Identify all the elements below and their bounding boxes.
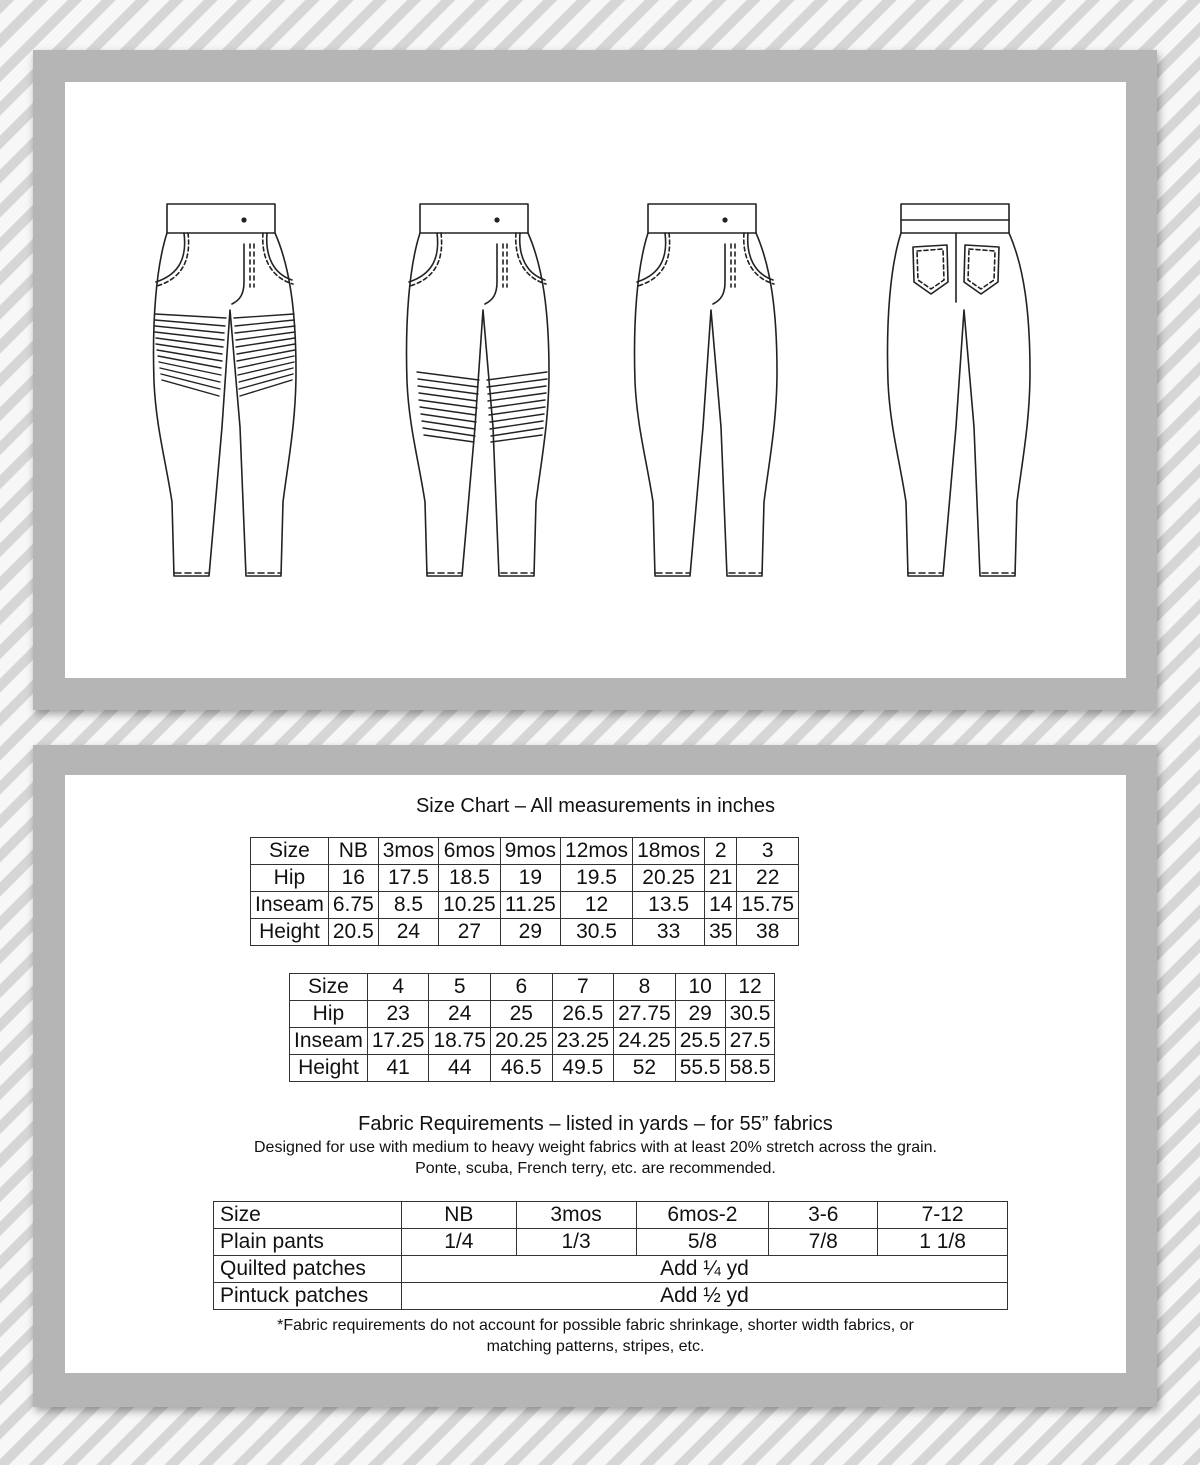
table-cell: 26.5: [552, 1001, 614, 1028]
table-cell: 8.5: [378, 892, 438, 919]
table-cell: Add ¼ yd: [401, 1256, 1007, 1283]
table-cell: Pintuck patches: [214, 1283, 402, 1310]
table-cell: Size: [290, 974, 368, 1001]
table-cell: 1/4: [401, 1229, 516, 1256]
table-cell: 12: [725, 974, 775, 1001]
size-chart-title: Size Chart – All measurements in inches: [415, 795, 776, 817]
table-cell: 15.75: [737, 892, 799, 919]
pants-front-knee-pintucks: [407, 204, 549, 576]
table-cell: 3mos: [516, 1202, 636, 1229]
size-chart-frame: [33, 745, 1157, 1407]
table-cell: Inseam: [251, 892, 329, 919]
table-cell: 58.5: [725, 1055, 775, 1082]
size-table-kids: [289, 973, 775, 1082]
table-cell: 24: [378, 919, 438, 946]
table-cell: 18mos: [633, 838, 705, 865]
size-chart-card: [65, 775, 1126, 1373]
table-cell: 27: [439, 919, 501, 946]
table-cell: 23: [367, 1001, 429, 1028]
fabric-plain-row: [214, 1229, 1008, 1256]
illustration-frame: [33, 50, 1157, 710]
table-cell: Height: [251, 919, 329, 946]
table-cell: 35: [705, 919, 737, 946]
table-cell: 24: [429, 1001, 491, 1028]
table-cell: 10.25: [439, 892, 501, 919]
fabric-note-1: *Fabric requirements do not account for possible fabric shrinkage, shorter width fabrics, or: [277, 1317, 914, 1334]
table-cell: Height: [290, 1055, 368, 1082]
table-row: [251, 838, 799, 865]
table-cell: 5/8: [636, 1229, 769, 1256]
table-row: [290, 1028, 775, 1055]
table-cell: 27.75: [614, 1001, 676, 1028]
table-cell: 12: [561, 892, 633, 919]
table-cell: Hip: [290, 1001, 368, 1028]
table-cell: 4: [367, 974, 429, 1001]
table-cell: 29: [500, 919, 560, 946]
table-cell: 18.75: [429, 1028, 491, 1055]
table-cell: 24.25: [614, 1028, 676, 1055]
table-cell: 20.5: [328, 919, 378, 946]
table-cell: 6mos-2: [636, 1202, 769, 1229]
table-cell: Size: [214, 1202, 402, 1229]
table-row: [251, 892, 799, 919]
table-cell: 5: [429, 974, 491, 1001]
table-cell: Size: [251, 838, 329, 865]
table-cell: 18.5: [439, 865, 501, 892]
table-cell: 7-12: [878, 1202, 1008, 1229]
table-cell: 16: [328, 865, 378, 892]
table-cell: 52: [614, 1055, 676, 1082]
table-cell: 20.25: [633, 865, 705, 892]
table-cell: 19.5: [561, 865, 633, 892]
table-cell: 44: [429, 1055, 491, 1082]
table-row: [251, 865, 799, 892]
pants-front-quilted-thigh: [154, 204, 296, 576]
fabric-quilted-row: [214, 1256, 1008, 1283]
table-row: [251, 919, 799, 946]
table-cell: 13.5: [633, 892, 705, 919]
table-cell: 19: [500, 865, 560, 892]
fabric-pintuck-row: [214, 1283, 1008, 1310]
table-cell: Inseam: [290, 1028, 368, 1055]
table-cell: 10: [675, 974, 725, 1001]
table-cell: 6mos: [439, 838, 501, 865]
table-cell: Add ½ yd: [401, 1283, 1007, 1310]
table-cell: 27.5: [725, 1028, 775, 1055]
table-cell: 38: [737, 919, 799, 946]
table-cell: 1 1/8: [878, 1229, 1008, 1256]
table-cell: 25: [491, 1001, 553, 1028]
pants-illustrations: [65, 82, 1126, 678]
table-cell: NB: [401, 1202, 516, 1229]
table-cell: 30.5: [725, 1001, 775, 1028]
table-cell: Quilted patches: [214, 1256, 402, 1283]
table-row: [290, 1001, 775, 1028]
table-cell: 2: [705, 838, 737, 865]
table-cell: 41: [367, 1055, 429, 1082]
table-cell: 49.5: [552, 1055, 614, 1082]
table-cell: 17.25: [367, 1028, 429, 1055]
pants-front-plain: [635, 204, 777, 576]
table-cell: 33: [633, 919, 705, 946]
table-cell: 23.25: [552, 1028, 614, 1055]
fabric-note-2: matching patterns, stripes, etc.: [486, 1338, 705, 1355]
table-cell: 11.25: [500, 892, 560, 919]
table-cell: 3mos: [378, 838, 438, 865]
fabric-subtitle-1: Designed for use with medium to heavy weight fabrics with at least 20% stretch across the grain.: [254, 1139, 937, 1156]
table-cell: 1/3: [516, 1229, 636, 1256]
table-cell: 9mos: [500, 838, 560, 865]
table-cell: 3-6: [769, 1202, 878, 1229]
fabric-subtitle-2: Ponte, scuba, French terry, etc. are recommended.: [415, 1160, 776, 1177]
table-cell: 55.5: [675, 1055, 725, 1082]
table-cell: 29: [675, 1001, 725, 1028]
table-cell: 46.5: [491, 1055, 553, 1082]
table-cell: Hip: [251, 865, 329, 892]
table-row: [290, 974, 775, 1001]
illustration-card: [65, 82, 1126, 678]
table-cell: 30.5: [561, 919, 633, 946]
table-cell: 8: [614, 974, 676, 1001]
table-cell: NB: [328, 838, 378, 865]
table-cell: 12mos: [561, 838, 633, 865]
size-table-baby: [250, 837, 799, 946]
fabric-header-row: [214, 1202, 1008, 1229]
table-cell: 7/8: [769, 1229, 878, 1256]
table-cell: 21: [705, 865, 737, 892]
fabric-title: Fabric Requirements – listed in yards – for 55” fabrics: [358, 1113, 833, 1135]
table-cell: 17.5: [378, 865, 438, 892]
table-cell: 14: [705, 892, 737, 919]
table-cell: 6: [491, 974, 553, 1001]
fabric-table: [213, 1201, 1008, 1310]
table-cell: 25.5: [675, 1028, 725, 1055]
table-cell: 22: [737, 865, 799, 892]
table-cell: 7: [552, 974, 614, 1001]
table-cell: 3: [737, 838, 799, 865]
table-cell: 20.25: [491, 1028, 553, 1055]
pants-back: [888, 204, 1030, 576]
table-cell: 6.75: [328, 892, 378, 919]
table-row: [290, 1055, 775, 1082]
table-cell: Plain pants: [214, 1229, 402, 1256]
